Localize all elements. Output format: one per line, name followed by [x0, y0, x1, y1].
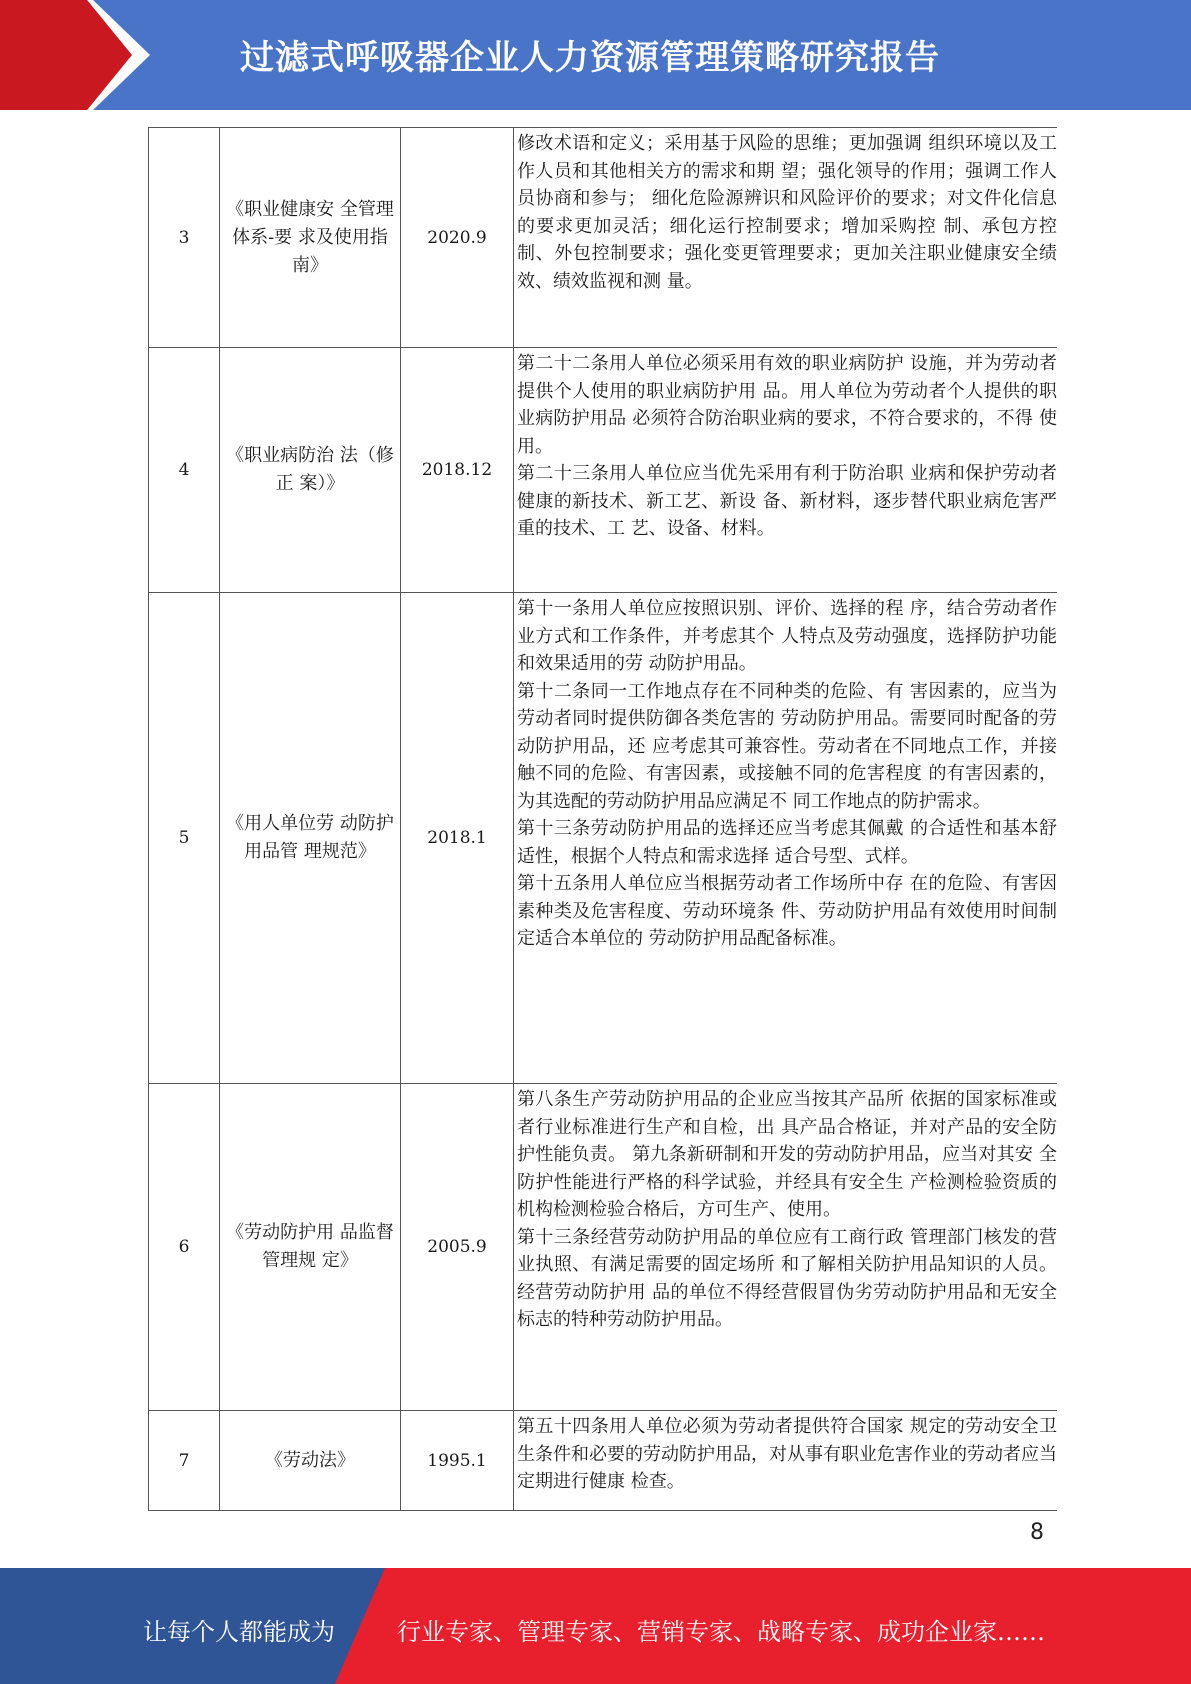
- regulation-content: [514, 1411, 1058, 1511]
- regulations-table: [148, 127, 1057, 1511]
- table-row: [149, 1411, 1058, 1511]
- content-paragraph: 第十三条经营劳动防护用品的单位应有工商行政 管理部门核发的营业执照、有满足需要的固定场所 和了解相关防护用品知识的人员。经营劳动防护用 品的单位不得经营假冒伪劣劳动防护用品和无安全 标志的特种劳动防护用品。: [517, 1226, 1057, 1330]
- table-row: [149, 348, 1058, 593]
- regulation-date: 2020.9: [401, 128, 514, 348]
- regulation-date: 2018.12: [401, 348, 514, 593]
- content-paragraph: 第八条生产劳动防护用品的企业应当按其产品所 依据的国家标准或者行业标准进行生产和自检，出 具产品合格证，并对产品的安全防护性能负责。 第九条新研制和开发的劳动防护用品，应当对其安 全防护性能进行严格的科学试验，并经具有安全生 产检测检验资质的机构检测检验合格后，方可生产、使用。: [517, 1089, 1057, 1220]
- regulation-content: [514, 348, 1058, 593]
- regulation-content: [514, 1084, 1058, 1411]
- report-title: 过滤式呼吸器企业人力资源管理策略研究报告: [240, 38, 940, 78]
- page-footer: [0, 1568, 1191, 1684]
- regulation-date: 2005.9: [401, 1084, 514, 1411]
- content-paragraph: 第十二条同一工作地点存在不同种类的危险、有 害因素的，应当为劳动者同时提供防御各类危害的 劳动防护用品。需要同时配备的劳动防护用品，还 应考虑其可兼容性。劳动者在不同地点工作，并接 触不同的危险、有害因素，或接触不同的危害程度 的有害因素的，为其选配的劳动防护用品应满足不 同工作地点的防护需求。: [517, 680, 1057, 812]
- content-paragraph: 第二十二条用人单位必须采用有效的职业病防护 设施，并为劳动者提供个人使用的职业病防护用 品。用人单位为劳动者个人提供的职业病防护用品 必须符合防治职业病的要求，不符合要求的，不得 使用。: [517, 353, 1057, 457]
- regulation-name: 《职业病防治 法（修正 案）》: [220, 348, 401, 593]
- table-row: [149, 593, 1058, 1084]
- row-number: 7: [149, 1411, 220, 1511]
- regulation-content: [514, 593, 1058, 1084]
- content-paragraph: 第五十四条用人单位必须为劳动者提供符合国家 规定的劳动安全卫生条件和必要的劳动防护用品，对从事有职业危害作业的劳动者应当定期进行健康 检查。: [517, 1416, 1057, 1492]
- page-number: 8: [1030, 1520, 1044, 1545]
- row-number: 5: [149, 593, 220, 1084]
- regulation-name: 《劳动法》: [220, 1411, 401, 1511]
- regulation-date: 1995.1: [401, 1411, 514, 1511]
- table-row: [149, 1084, 1058, 1411]
- regulation-name: 《用人单位劳 动防护用品管 理规范》: [220, 593, 401, 1084]
- regulation-content: [514, 128, 1058, 348]
- footer-slogan-right: 行业专家、管理专家、营销专家、战略专家、成功企业家……: [397, 1618, 1045, 1646]
- page-header: [0, 0, 1191, 110]
- row-number: 4: [149, 348, 220, 593]
- regulation-date: 2018.1: [401, 593, 514, 1084]
- table-row: [149, 128, 1058, 348]
- content-paragraph: 修改术语和定义；采用基于风险的思维；更加强调 组织环境以及工作人员和其他相关方的需求和期 望；强化领导的作用；强调工作人员协商和参与； 细化危险源辨识和风险评价的要求；对文件化信息 的要求更加灵活；细化运行控制要求；增加采购控 制、承包方控制、外包控制要求；强化变更管理要求；更加关注职业健康安全绩效、绩效监视和测 量。: [517, 133, 1057, 292]
- content-paragraph: 第十三条劳动防护用品的选择还应当考虑其佩戴 的合适性和基本舒适性，根据个人特点和需求选择 适合号型、式样。: [517, 818, 1057, 867]
- content-paragraph: 第二十三条用人单位应当优先采用有利于防治职 业病和保护劳动者健康的新技术、新工艺、新设 备、新材料，逐步替代职业病危害严重的技术、工 艺、设备、材料。: [517, 463, 1057, 539]
- footer-slogan-left: 让每个人都能成为: [143, 1618, 335, 1646]
- content-paragraph: 第十五条用人单位应当根据劳动者工作场所中存 在的危险、有害因素种类及危害程度、劳动环境条 件、劳动防护用品有效使用时间制定适合本单位的 劳动防护用品配备标准。: [517, 873, 1057, 949]
- header-chevron-red: [0, 0, 132, 110]
- regulation-name: 《职业健康安 全管理体系-要 求及使用指 南》: [220, 128, 401, 348]
- regulation-name: 《劳动防护用 品监督管理规 定》: [220, 1084, 401, 1411]
- row-number: 6: [149, 1084, 220, 1411]
- row-number: 3: [149, 128, 220, 348]
- content-paragraph: 第十一条用人单位应按照识别、评价、选择的程 序，结合劳动者作业方式和工作条件，并考虑其个 人特点及劳动强度，选择防护功能和效果适用的劳 动防护用品。: [517, 598, 1057, 674]
